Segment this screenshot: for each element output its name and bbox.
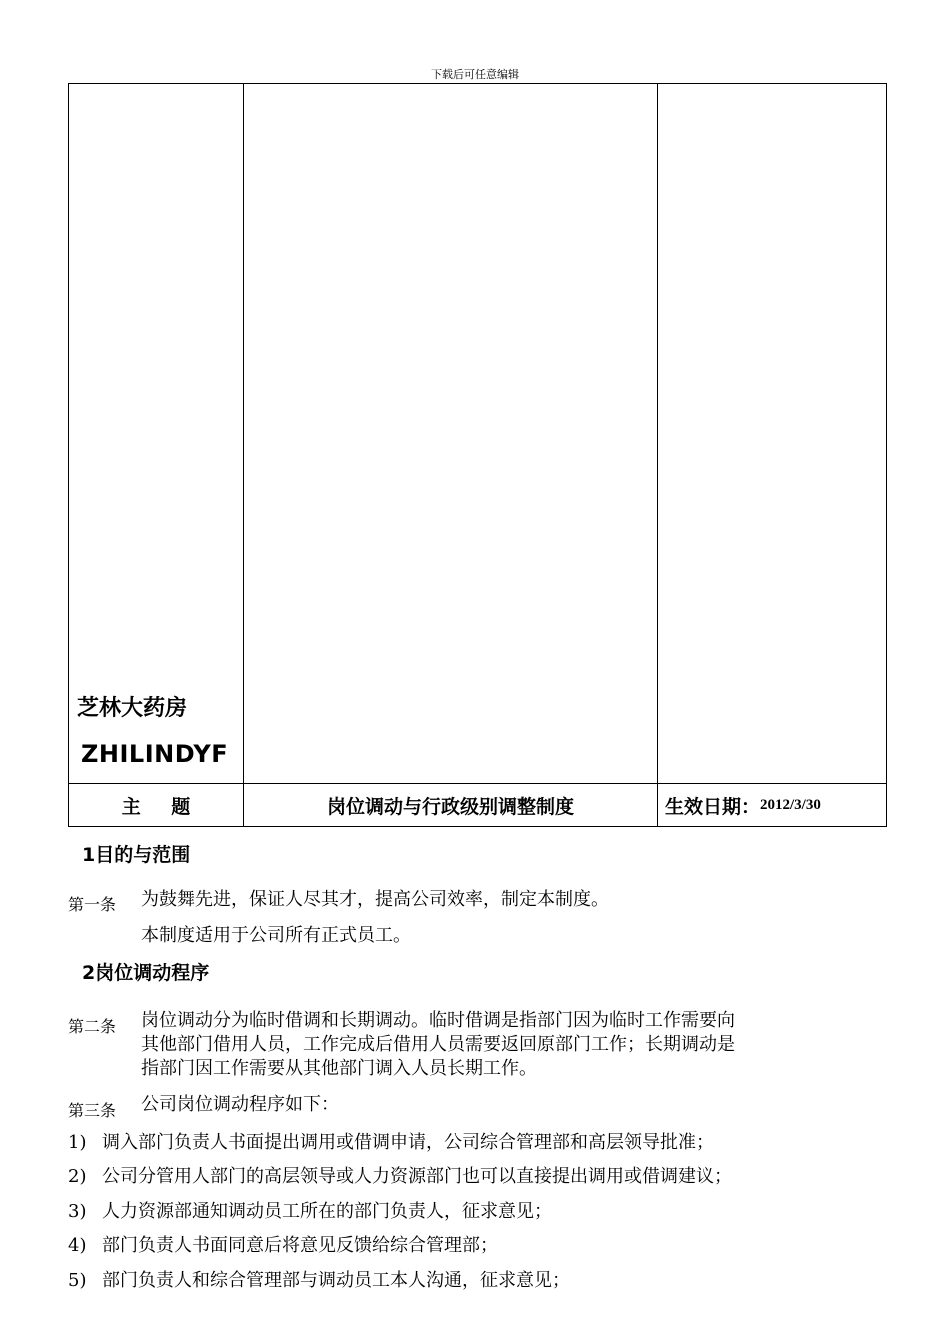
- effective-label: 生效日期：: [665, 796, 761, 818]
- column-divider: [657, 84, 658, 826]
- section-heading: 2岗位调动程序: [82, 962, 210, 984]
- article-text: [141, 924, 887, 948]
- list-item-text: 部门负责人和综合管理部与调动员工本人沟通，征求意见；: [102, 1270, 570, 1291]
- article-line: 岗位调动分为临时借调和长期调动。临时借调是指部门因为临时工作需要向: [141, 1010, 735, 1031]
- article-text: [141, 1093, 887, 1117]
- list-item-number: 3): [68, 1201, 87, 1222]
- company-name: 芝林大药房: [77, 696, 188, 721]
- list-item-text: 部门负责人书面同意后将意见反馈给综合管理部；: [102, 1235, 498, 1256]
- article-line: 公司岗位调动程序如下：: [141, 1094, 339, 1115]
- list-item: [68, 1162, 732, 1188]
- column-divider: [243, 84, 244, 826]
- list-item-number: 5): [68, 1270, 87, 1291]
- list-item-text: 人力资源部通知调动员工所在的部门负责人，征求意见；: [102, 1201, 552, 1222]
- article-label: 第一条: [68, 895, 117, 914]
- list-item: [68, 1231, 498, 1257]
- list-item-number: 2): [68, 1166, 87, 1187]
- list-item-number: 4): [68, 1235, 87, 1256]
- company-name-en: ZHILINDYF: [81, 740, 229, 768]
- list-item-number: 1): [68, 1132, 87, 1153]
- list-item: [68, 1266, 570, 1292]
- section-heading: 1目的与范围: [82, 844, 191, 866]
- header-table: [68, 83, 887, 827]
- list-item-text: 调入部门负责人书面提出调用或借调申请，公司综合管理部和高层领导批准；: [102, 1132, 714, 1153]
- list-item-text: 公司分管用人部门的高层领导或人力资源部门也可以直接提出调用或借调建议；: [102, 1166, 732, 1187]
- subject-label: 主 题: [121, 796, 191, 818]
- effective-date-cell: [665, 784, 885, 827]
- article-line: 为鼓舞先进，保证人尽其才，提高公司效率，制定本制度。: [141, 889, 609, 910]
- page-note: 下载后可任意编辑: [431, 68, 519, 81]
- article-line: 本制度适用于公司所有正式员工。: [141, 925, 411, 946]
- document-title: 岗位调动与行政级别调整制度: [326, 796, 574, 818]
- article-text: [141, 1009, 887, 1081]
- article-line: 其他部门借用人员，工作完成后借用人员需要返回原部门工作；长期调动是: [141, 1034, 735, 1055]
- effective-date: 2012/3/30: [760, 797, 821, 813]
- list-item: [68, 1197, 552, 1223]
- article-line: 指部门因工作需要从其他部门调入人员长期工作。: [141, 1058, 537, 1079]
- article-text: [141, 888, 887, 912]
- list-item: [68, 1128, 714, 1154]
- article-label: 第二条: [68, 1017, 117, 1036]
- article-label: 第三条: [68, 1101, 117, 1120]
